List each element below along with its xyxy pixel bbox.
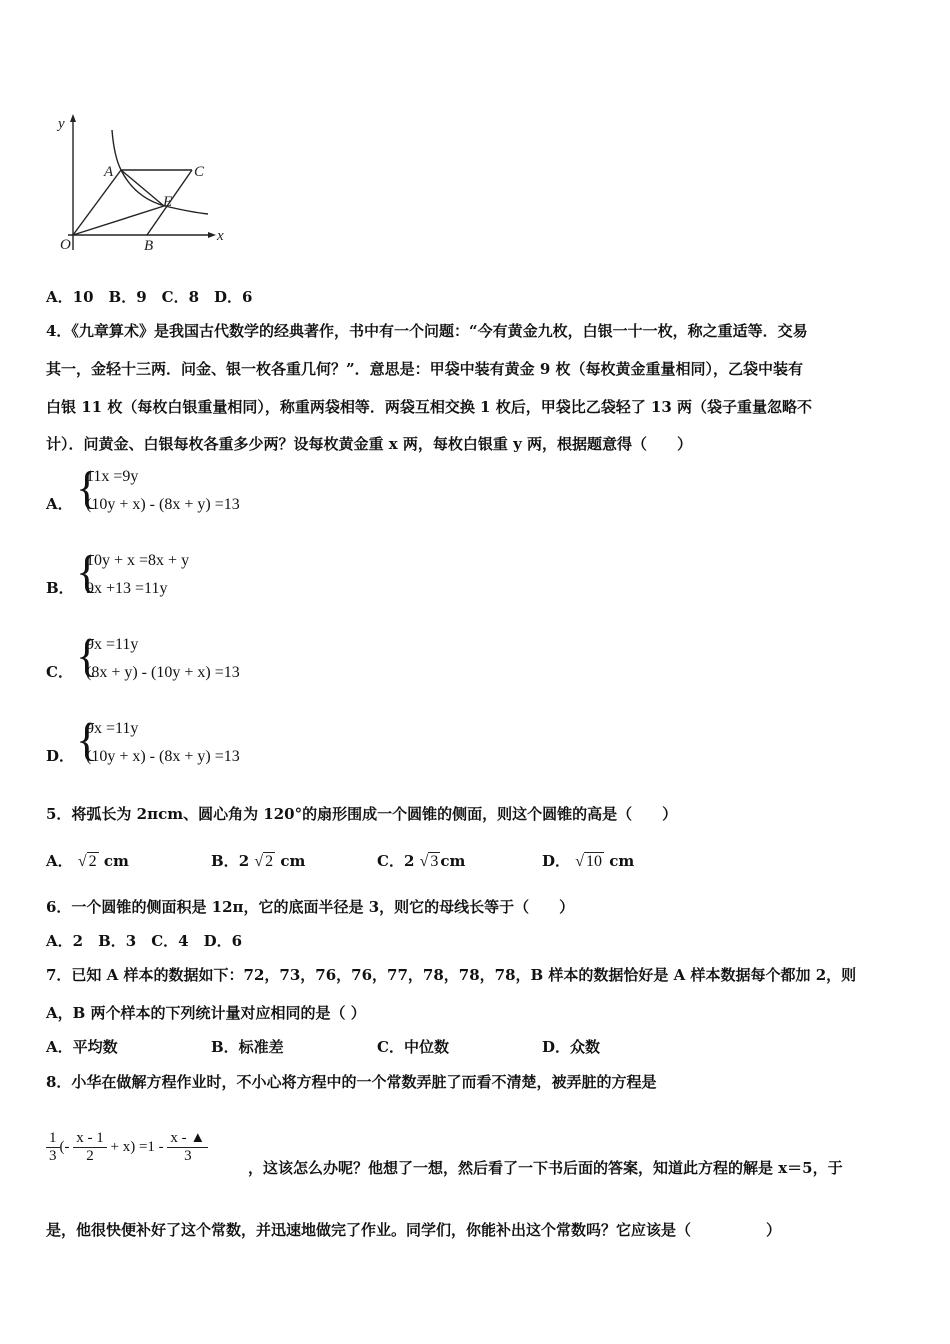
- q5-option-d-sqrt: √ 10: [575, 853, 603, 870]
- q5-option-d-label: D．: [542, 852, 571, 870]
- q5-option-b-radicand: 2: [265, 853, 274, 870]
- label-x: x: [217, 228, 224, 244]
- q8-line1: 8．小华在做解方程作业时，不小心将方程中的一个常数弄脏了而看不清楚，被弄脏的方程是: [46, 1073, 657, 1091]
- q4-option-a-label: A．: [46, 495, 73, 513]
- q4-option-b-eq2: 9x +13 =11y: [86, 580, 168, 597]
- q5-option-b-coef: 2: [238, 852, 250, 870]
- segment-AE: [121, 170, 164, 206]
- q5-option-a: [46, 850, 129, 871]
- q5-option-c: [377, 850, 465, 871]
- q4-option-d-label: D．: [46, 747, 75, 765]
- label-C: C: [194, 164, 205, 180]
- label-E: E: [163, 194, 173, 210]
- q3-options: A．10 B．9 C．8 D．6: [46, 288, 253, 306]
- q5-option-a-unit: cm: [103, 852, 129, 870]
- q7-line1: 7．已知 A 样本的数据如下：72，73，76，76，77，78，78，78，B 样本的数据恰好是 A 样本数据每个都加 2，则: [46, 966, 857, 984]
- q6-options: A．2 B．3 C．4 D．6: [46, 932, 243, 950]
- q7-option-d: D．众数: [542, 1038, 601, 1056]
- q5-stem: 5．将弧长为 2πcm、圆心角为 120°的扇形围成一个圆锥的侧面，则这个圆锥的高是（ ）: [46, 805, 678, 823]
- label-A: A: [104, 164, 114, 180]
- q5-option-c-radicand: 3: [430, 853, 439, 870]
- segment-OA: [73, 170, 121, 235]
- q7-option-c: C．中位数: [377, 1038, 449, 1056]
- q8-eq-mid: + x) =1 -: [110, 1138, 164, 1155]
- q5-option-b-sqrt: √ 2: [254, 853, 274, 870]
- q4-option-a-eq2: (10y + x) - (8x + y) =13: [86, 496, 240, 513]
- q5-option-b: [211, 850, 305, 871]
- q4-line2: 其一，金轻十三两．问金、银一枚各重几何？”．意思是：甲袋中装有黄金 9 枚（每枚黄金重量相同），乙袋中装有: [46, 360, 804, 378]
- q4-option-b-eq1: 10y + x =8x + y: [86, 552, 190, 569]
- x-axis-arrow: [208, 232, 216, 238]
- label-B: B: [144, 238, 154, 254]
- q4-option-a-eq1: 11x =9y: [86, 468, 139, 485]
- q5-option-a-label: A．: [46, 852, 73, 870]
- q4-option-c-label: C．: [46, 663, 73, 681]
- q4-option-c-eq2: (8x + y) - (10y + x) =13: [86, 664, 240, 681]
- q5-option-c-unit: cm: [440, 852, 466, 870]
- q5-option-d-unit: cm: [609, 852, 635, 870]
- q4-line1: 4．《九章算术》是我国古代数学的经典著作，书中有一个问题：“今有黄金九枚，白银一十一枚，称之重适等．交易: [46, 322, 808, 340]
- q5-option-b-label: B．: [211, 852, 239, 870]
- q4-option-c-eq1: 9x =11y: [86, 636, 139, 653]
- y-axis-arrow: [70, 114, 76, 122]
- q4-option-b-brace: {: [76, 546, 99, 597]
- q4-line3: 白银 11 枚（每枚白银重量相同），称重两袋相等．两袋互相交换 1 枚后，甲袋比乙袋轻了 13 两（袋子重量忽略不: [46, 398, 813, 416]
- q5-option-c-label: C．: [377, 852, 404, 870]
- q8-equation: [46, 1130, 208, 1165]
- q5-option-d: [542, 850, 634, 871]
- q8-frac-x-minus-1-over-2: $\frac{x - 1}{2}$: [73, 1130, 107, 1165]
- geometry-figure: [40, 108, 240, 258]
- q7-option-a: A．平均数: [46, 1038, 118, 1056]
- q8-eq-open: (-: [59, 1138, 70, 1155]
- q7-line2: A，B 两个样本的下列统计量对应相同的是（ ）: [46, 1004, 366, 1022]
- q8-frac-one-third: $\frac{1}{3}$: [46, 1130, 60, 1165]
- q5-option-d-radicand: 10: [586, 853, 603, 870]
- q4-line4: 计）．问黄金、白银每枚各重多少两？设每枚黄金重 x 两，每枚白银重 y 两，根据题意得（ ）: [46, 435, 693, 453]
- q7-option-b: B．标准差: [211, 1038, 284, 1056]
- q8-line3: 是，他很快便补好了这个常数，并迅速地做完了作业。同学们，你能补出这个常数吗？它应该是（ ）: [46, 1221, 782, 1239]
- q4-option-d-eq2: (10y + x) - (8x + y) =13: [86, 748, 240, 765]
- q4-option-d-eq1: 9x =11y: [86, 720, 139, 737]
- q8-frac-smudged: $\frac{x - ▲}{3}$: [167, 1130, 208, 1165]
- q4-option-a-brace: {: [76, 462, 99, 513]
- q5-option-a-radicand: 2: [88, 853, 97, 870]
- q6-stem: 6．一个圆锥的侧面积是 12π，它的底面半径是 3，则它的母线长等于（ ）: [46, 898, 575, 916]
- label-O: O: [60, 237, 71, 253]
- q4-option-b-label: B．: [46, 579, 74, 597]
- q5-option-b-unit: cm: [280, 852, 306, 870]
- q5-option-c-coef: 2: [403, 852, 415, 870]
- q4-option-d-brace: {: [76, 714, 99, 765]
- q5-option-c-sqrt: √ 3: [419, 853, 439, 870]
- q5-option-a-sqrt: √ 2: [77, 853, 97, 870]
- label-y: y: [58, 116, 65, 132]
- q4-option-c-brace: {: [76, 630, 99, 681]
- q8-after-equation: ，这该怎么办呢？他想了一想，然后看了一下书后面的答案，知道此方程的解是 x＝5，于: [248, 1159, 843, 1177]
